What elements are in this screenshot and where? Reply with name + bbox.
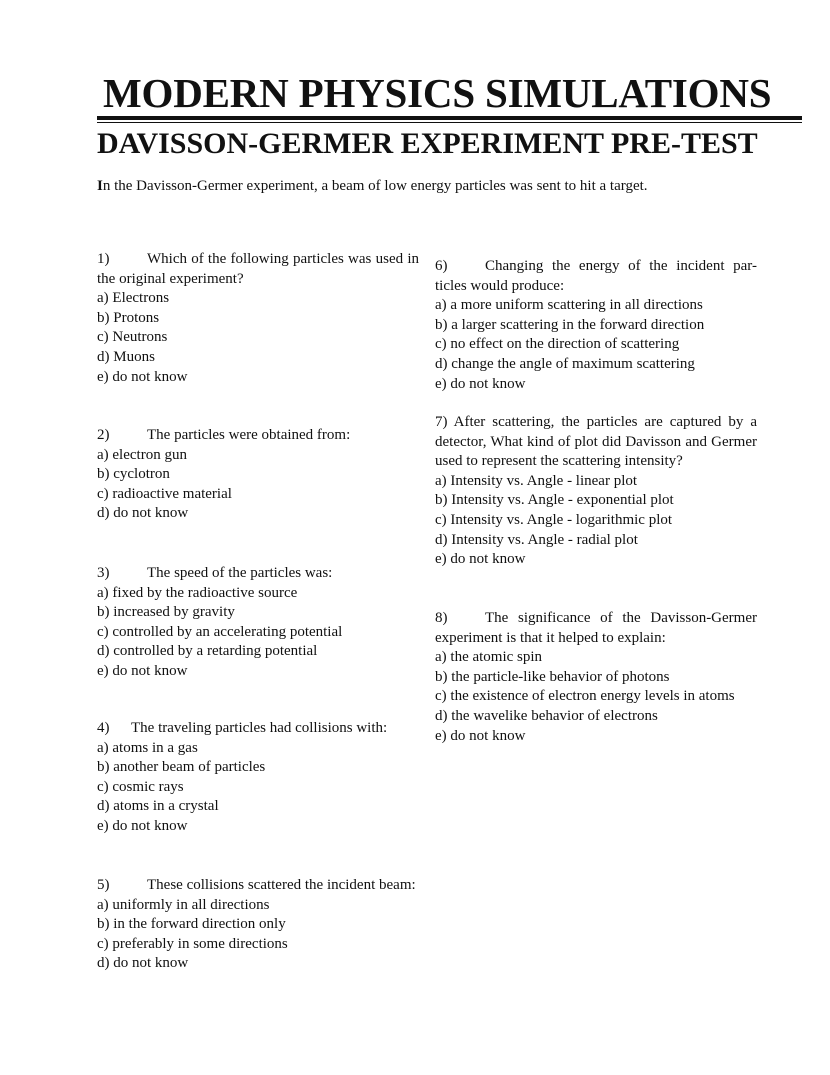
question-7-option-c: c) Intensity vs. Angle - logarithmic plot [435, 511, 673, 528]
intro-lead-letter: I [97, 178, 103, 194]
question-4-stem [97, 719, 419, 739]
question-8-number: 8) [435, 610, 448, 626]
question-1-option-b: b) Protons [97, 309, 160, 326]
question-4-option-a: a) atoms in a gas [97, 739, 198, 756]
question-6-option-a: a) a more uniform scattering in all directions [435, 297, 703, 314]
question-7-option-b: b) Intensity vs. Angle - exponential plot [435, 492, 674, 509]
question-2-option-d: d) do not know [97, 505, 189, 522]
question-5-option-d: d) do not know [97, 955, 189, 972]
question-3-option-c: c) controlled by an accelerating potential [97, 623, 343, 640]
question-5-option-b: b) in the forward direction only [97, 916, 286, 933]
question-6-option-e: e) do not know [435, 375, 526, 392]
question-8-option-e: e) do not know [435, 727, 526, 744]
question-7-number: 7) [435, 414, 448, 430]
question-3 [97, 564, 419, 682]
question-4 [97, 719, 419, 837]
question-6-option-b: b) a larger scattering in the forward direction [435, 316, 705, 333]
question-3-option-b: b) increased by gravity [97, 604, 235, 621]
question-8-option-b: b) the particle-like behavior of photons [435, 668, 670, 685]
question-3-stem [97, 564, 419, 584]
question-2-text: The particles were obtained from: [147, 427, 351, 443]
question-6-number: 6) [435, 258, 448, 274]
question-7-option-d: d) Intensity vs. Angle - radial plot [435, 531, 638, 548]
question-1-option-c: c) Neutrons [97, 329, 168, 346]
question-2-option-b: b) cyclotron [97, 466, 170, 483]
question-5 [97, 876, 419, 974]
question-3-option-d: d) controlled by a retarding potential [97, 643, 318, 660]
question-3-text: The speed of the particles was: [147, 565, 333, 581]
question-5-number: 5) [97, 877, 110, 893]
question-4-option-d: d) atoms in a crystal [97, 798, 219, 815]
question-6-option-c: c) no effect on the direction of scattering [435, 336, 680, 353]
question-4-option-c: c) cosmic rays [97, 778, 184, 795]
question-6-text: Changing the energy of the incident par-ticles would produce: [435, 258, 757, 294]
question-8-option-c: c) the existence of electron energy levels in atoms [435, 688, 735, 705]
intro-paragraph [97, 177, 648, 196]
question-8-option-a: a) the atomic spin [435, 649, 543, 666]
title-rule-thin [97, 122, 802, 123]
question-1-text: Which of the following particles was used in the original experiment? [97, 251, 419, 287]
question-7-option-e: e) do not know [435, 551, 526, 568]
question-1-option-e: e) do not know [97, 368, 188, 385]
question-2-option-c: c) radioactive material [97, 485, 232, 502]
question-7-stem [435, 413, 757, 472]
question-1-option-a: a) Electrons [97, 290, 170, 307]
question-4-text: The traveling particles had collisions with: [131, 720, 388, 736]
question-1-stem [97, 250, 419, 289]
question-3-option-e: e) do not know [97, 662, 188, 679]
page-title: MODERN PHYSICS SIMULATIONS [103, 70, 772, 116]
question-5-stem [97, 876, 419, 896]
question-6-option-d: d) change the angle of maximum scattering [435, 355, 695, 372]
question-1-number: 1) [97, 251, 110, 267]
question-8-stem [435, 609, 757, 648]
question-4-number: 4) [97, 720, 110, 736]
question-3-number: 3) [97, 565, 110, 581]
question-6-stem [435, 257, 757, 296]
question-1-option-d: d) Muons [97, 348, 155, 365]
question-7-text: After scattering, the particles are captured by a detector, What kind of plot did Davisson and Germer used to represent the scattering intensity? [435, 414, 757, 470]
question-2-stem [97, 426, 419, 446]
question-7 [435, 413, 757, 570]
question-5-option-c: c) preferably in some directions [97, 935, 288, 952]
question-6 [435, 257, 757, 394]
intro-text: n the Davisson-Germer experiment, a beam of low energy particles was sent to hit a target. [102, 178, 648, 194]
question-3-option-a: a) fixed by the radioactive source [97, 584, 298, 601]
question-4-option-b: b) another beam of particles [97, 759, 266, 776]
question-2-number: 2) [97, 427, 110, 443]
question-2-option-a: a) electron gun [97, 446, 187, 463]
question-5-text: These collisions scattered the incident beam: [147, 877, 416, 893]
question-8 [435, 609, 757, 746]
question-4-option-e: e) do not know [97, 817, 188, 834]
title-rule [97, 116, 802, 120]
question-5-option-a: a) uniformly in all directions [97, 896, 270, 913]
question-8-text: The significance of the Davisson-Germer experiment is that it helped to explain: [435, 610, 757, 646]
question-7-option-a: a) Intensity vs. Angle - linear plot [435, 472, 638, 489]
page-subtitle: DAVISSON-GERMER EXPERIMENT PRE-TEST [97, 127, 758, 160]
question-2 [97, 426, 419, 524]
question-8-option-d: d) the wavelike behavior of electrons [435, 707, 658, 724]
question-1 [97, 250, 419, 387]
